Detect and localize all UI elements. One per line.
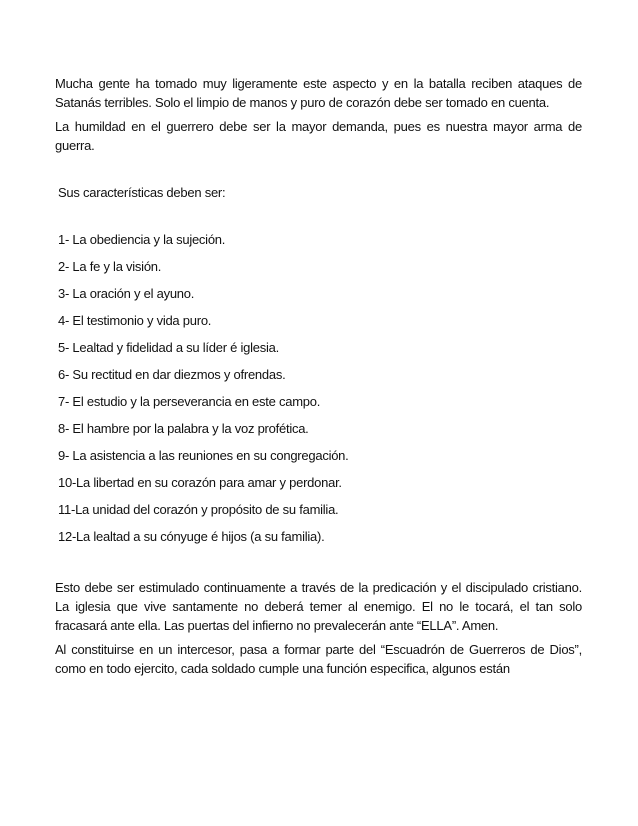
list-item: 7- El estudio y la perseverancia en este campo. xyxy=(58,394,321,409)
list-heading: Sus características deben ser: xyxy=(58,185,226,200)
list-item: 11-La unidad del corazón y propósito de su familia. xyxy=(58,502,339,517)
list-item: 1- La obediencia y la sujeción. xyxy=(58,232,226,247)
characteristics-list xyxy=(55,230,582,554)
spacer xyxy=(55,554,582,578)
paragraph-4: Al constituirse en un intercesor, pasa a formar parte del “Escuadrón de Guerreros de Dios”, como en todo ejercito, cada soldado cumple una función especifica, algunos están xyxy=(55,642,582,676)
list-item: 5- Lealtad y fidelidad a su líder é iglesia. xyxy=(58,340,279,355)
list-item: 8- El hambre por la palabra y la voz profética. xyxy=(58,421,309,436)
list-item: 6- Su rectitud en dar diezmos y ofrendas. xyxy=(58,367,286,382)
spacer xyxy=(55,202,582,230)
paragraph-1: Mucha gente ha tomado muy ligeramente este aspecto y en la batalla reciben ataques de Satanás terribles. Solo el limpio de manos y puro de corazón debe ser tomado en cuenta. xyxy=(55,76,582,110)
list-item: 12-La lealtad a su cónyuge é hijos (a su familia). xyxy=(58,529,325,544)
document-page xyxy=(55,74,582,678)
list-item: 4- El testimonio y vida puro. xyxy=(58,313,212,328)
list-item: 10-La libertad en su corazón para amar y perdonar. xyxy=(58,475,342,490)
list-item: 9- La asistencia a las reuniones en su congregación. xyxy=(58,448,349,463)
spacer xyxy=(55,155,582,183)
list-item: 2- La fe y la visión. xyxy=(58,259,162,274)
paragraph-3: Esto debe ser estimulado continuamente a través de la predicación y el discipulado cristiano. La iglesia que vive santamente no deberá temer al enemigo. El no le tocará, el tan solo fracasará ante ella. Las puertas del infierno no prevalecerán ante “ELLA”. Amen. xyxy=(55,580,582,633)
list-item: 3- La oración y el ayuno. xyxy=(58,286,195,301)
paragraph-2: La humildad en el guerrero debe ser la mayor demanda, pues es nuestra mayor arma de guerra. xyxy=(55,119,582,153)
